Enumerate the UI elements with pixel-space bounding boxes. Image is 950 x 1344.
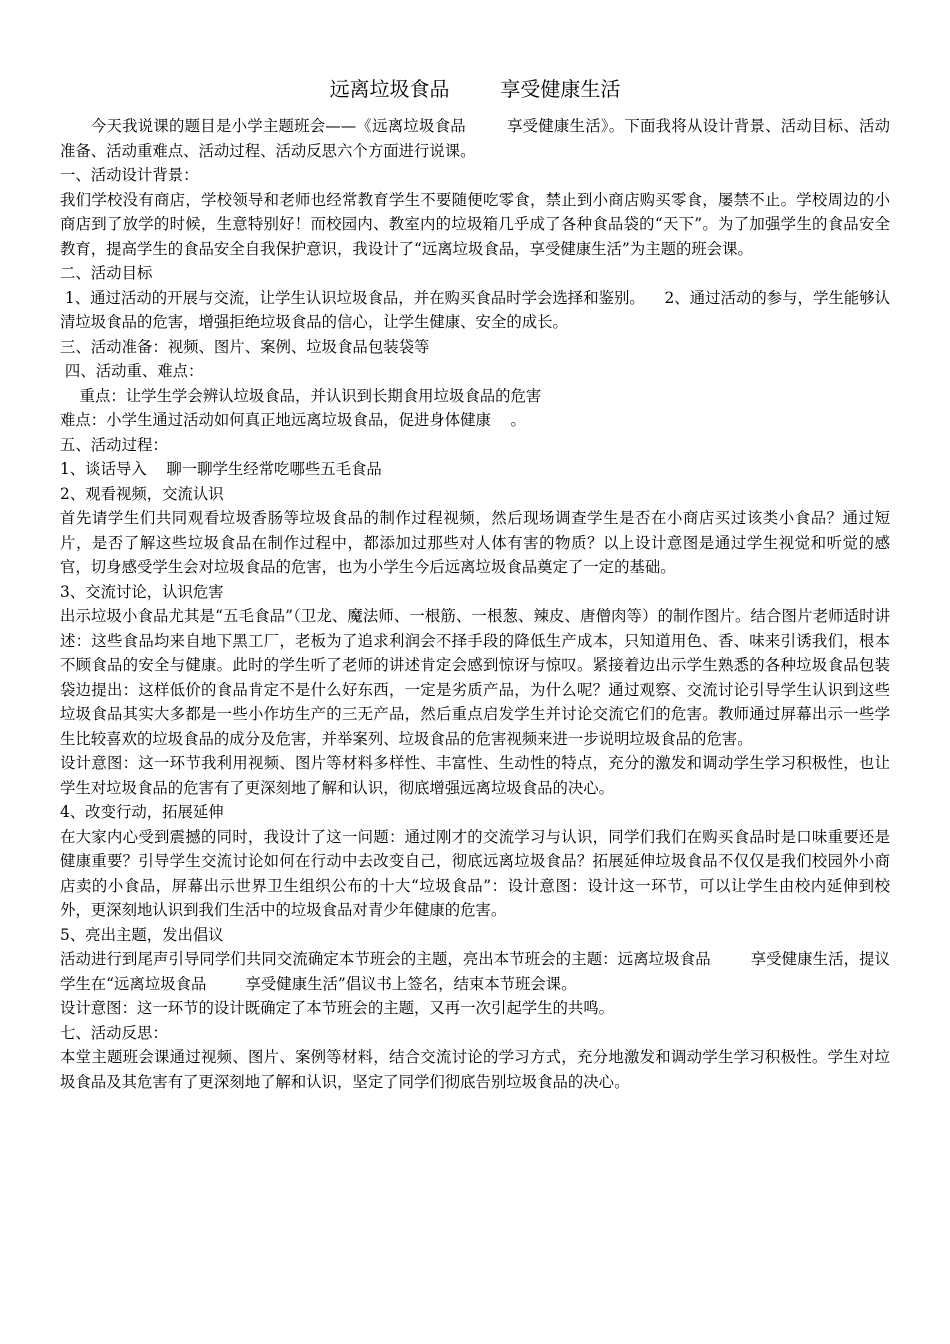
step-heading-2: 2、观看视频，交流认识 xyxy=(60,484,224,503)
section-heading-background: 一、活动设计背景： xyxy=(60,166,199,184)
key-point-paragraph: 重点：让学生学会辨认垃圾食品，并认识到长期食用垃圾食品的危害 xyxy=(60,386,542,405)
section-heading-process: 五、活动过程： xyxy=(60,435,168,454)
step-4-paragraph: 在大家内心受到震撼的同时，我设计了这一问题：通过刚才的交流学习与认识，同学们我们在购买食品时是口味重要还是健康重要？引导学生交流讨论如何在行动中去改变自己，彻底远离垃圾食品？拓展延伸垃圾食品不仅仅是我们校园外小商店卖的小食品，屏幕出示世界卫生组织公布的十大“垃圾食品”：设计意图：设计这一环节，可以让学生由校内延伸到校外，更深刻地认识到我们生活中的垃圾食品对青少年健康的危害。 xyxy=(60,827,890,919)
section-heading-preparation: 三、活动准备：视频、图片、案例、垃圾食品包装袋等 xyxy=(60,337,430,356)
step-3-design-paragraph: 设计意图：这一环节我利用视频、图片等材料多样性、丰富性、生动性的特点，充分的激发和调动学生学习积极性，也让学生对垃圾食品的危害有了更深刻地了解和认识，彻底增强远离垃圾食品的决心。 xyxy=(60,754,890,797)
document-title: 远离垃圾食品 享受健康生活 xyxy=(329,77,621,101)
section-heading-key-points: 四、活动重、难点： xyxy=(60,362,204,380)
section-heading-reflection: 七、活动反思： xyxy=(60,1023,168,1042)
step-heading-1: 1、谈话导入 聊一聊学生经常吃哪些五毛食品 xyxy=(60,460,382,478)
background-paragraph: 我们学校没有商店，学校领导和老师也经常教育学生不要随便吃零食，禁止到小商店购买零食，屡禁不止。学校周边的小商店到了放学的时候，生意特别好！而校园内、教室内的垃圾箱几乎成了各种食品袋的“天下”。为了加强学生的食品安全教育，提高学生的食品安全自我保护意识，我设计了“远离垃圾食品，享受健康生活”为主题的班会课。 xyxy=(60,190,890,258)
step-3-paragraph: 出示垃圾小食品尤其是“五毛食品”（卫龙、魔法师、一根筋、一根葱、辣皮、唐僧肉等）的制作图片。结合图片老师适时讲述：这些食品均来自地下黑工厂，老板为了追求利润会不择手段的降低生产成本，只知道用色、香、味来引诱我们，根本不顾食品的安全与健康。此时的学生听了老师的讲述肯定会感到惊讶与惊叹。紧接着边出示学生熟悉的各种垃圾食品包装袋边提出：这样低价的食品肯定不是什么好东西，一定是劣质产品，为什么呢？通过观察、交流讨论引导学生认识到这些垃圾食品其实大多都是一些小作坊生产的三无产品，然后重点启发学生并讨论交流它们的危害。教师通过屏幕出示一些学生比较喜欢的垃圾食品的成分及危害，并举案列、垃圾食品的危害视频来进一步说明垃圾食品的危害。 xyxy=(60,607,890,748)
difficulty-paragraph: 难点：小学生通过活动如何真正地远离垃圾食品，促进身体健康 。 xyxy=(60,411,526,429)
step-heading-3: 3、交流讨论，认识危害 xyxy=(60,582,224,601)
document-body xyxy=(60,114,890,1094)
goals-paragraph: 1、通过活动的开展与交流，让学生认识垃圾食品，并在购买食品时学会选择和鉴别。 2、通过活动的参与，学生能够认清垃圾食品的危害，增强拒绝垃圾食品的信心，让学生健康、安全的成长。 xyxy=(60,288,890,331)
step-heading-4: 4、改变行动，拓展延伸 xyxy=(60,803,224,821)
step-5-paragraph: 活动进行到尾声引导同学们共同交流确定本节班会的主题，亮出本节班会的主题：远离垃圾食品 享受健康生活，提议学生在“远离垃圾食品 享受健康生活”倡议书上签名，结束本节班会课。 xyxy=(60,950,890,993)
reflection-paragraph: 本堂主题班会课通过视频、图片、案例等材料，结合交流讨论的学习方式，充分地激发和调动学生学习积极性。学生对垃圾食品及其危害有了更深刻地了解和认识，坚定了同学们彻底告别垃圾食品的决心。 xyxy=(60,1048,890,1091)
section-heading-goals: 二、活动目标 xyxy=(60,264,153,282)
intro-paragraph: 今天我说课的题目是小学主题班会——《远离垃圾食品 享受健康生活》。下面我将从设计背景、活动目标、活动准备、活动重难点、活动过程、活动反思六个方面进行说课。 xyxy=(60,117,890,160)
step-5-design-paragraph: 设计意图：这一环节的设计既确定了本节班会的主题，又再一次引起学生的共鸣。 xyxy=(60,999,615,1017)
step-2-paragraph: 首先请学生们共同观看垃圾香肠等垃圾食品的制作过程视频，然后现场调查学生是否在小商店买过该类小食品？通过短片，是否了解这些垃圾食品在制作过程中，都添加过那些对人体有害的物质？以上设计意图是通过学生视觉和听觉的感官，切身感受学生会对垃圾食品的危害，也为小学生今后远离垃圾食品奠定了一定的基础。 xyxy=(60,509,890,576)
step-heading-5: 5、亮出主题，发出倡议 xyxy=(60,925,224,944)
